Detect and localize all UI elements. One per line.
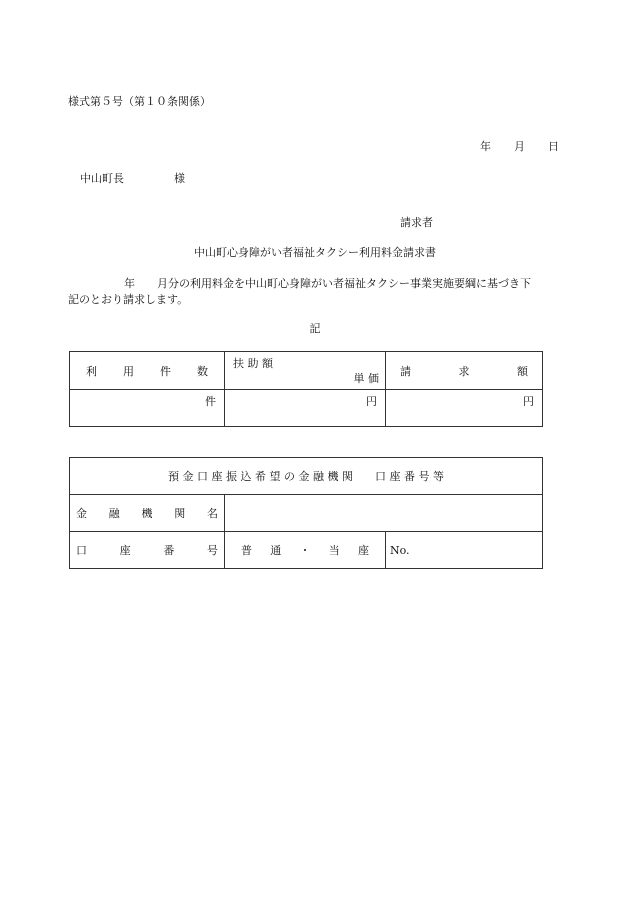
- claim-unit: 円: [523, 395, 534, 408]
- date-day-label: 日: [548, 140, 559, 153]
- body-month: 月: [157, 277, 168, 290]
- institution-field[interactable]: [225, 495, 543, 532]
- account-number-field[interactable]: [386, 532, 543, 569]
- account-number-prefix: No.: [390, 543, 410, 557]
- header-subsidy: 扶 助 額 単 価: [225, 352, 386, 390]
- document-title: 中山町心身障がい者福祉タクシー利用料金請求書: [194, 246, 436, 259]
- bank-table-title: 預 金 口 座 振 込 希 望 の 金 融 機 関 口 座 番 号 等: [70, 458, 543, 495]
- date-month-label: 月: [514, 140, 525, 153]
- usage-table: [69, 351, 543, 427]
- header-unit-price: 単 価: [353, 372, 379, 385]
- subsidy-unit: 円: [366, 395, 377, 408]
- account-label: 口 座 番 号: [70, 532, 225, 569]
- header-claim-amount: 請 求 額: [386, 352, 543, 390]
- bank-table: [69, 457, 543, 569]
- body-text-line2: 記のとおり請求します。: [68, 293, 189, 306]
- count-unit: 件: [205, 395, 216, 408]
- count-cell[interactable]: [70, 390, 225, 427]
- body-text-line1: 分の利用料金を中山町心身障がい者福祉タクシー事業実施要綱に基づき下: [168, 277, 531, 290]
- account-type[interactable]: 普 通 ・ 当 座: [225, 532, 386, 569]
- addressee-honorific: 様: [174, 172, 185, 185]
- claimant-label: 請求者: [400, 216, 433, 229]
- body-year: 年: [124, 277, 135, 290]
- subsidy-cell[interactable]: [225, 390, 386, 427]
- header-usage-count: 利 用 件 数: [70, 352, 225, 390]
- date-year-label: 年: [480, 140, 491, 153]
- claim-cell[interactable]: [386, 390, 543, 427]
- body-paragraph: [68, 276, 568, 308]
- note-mark: 記: [309, 322, 321, 335]
- form-number: 様式第５号（第１０条関係）: [68, 95, 211, 108]
- institution-label: 金 融 機 関 名: [70, 495, 225, 532]
- addressee-name: 中山町長: [80, 172, 124, 185]
